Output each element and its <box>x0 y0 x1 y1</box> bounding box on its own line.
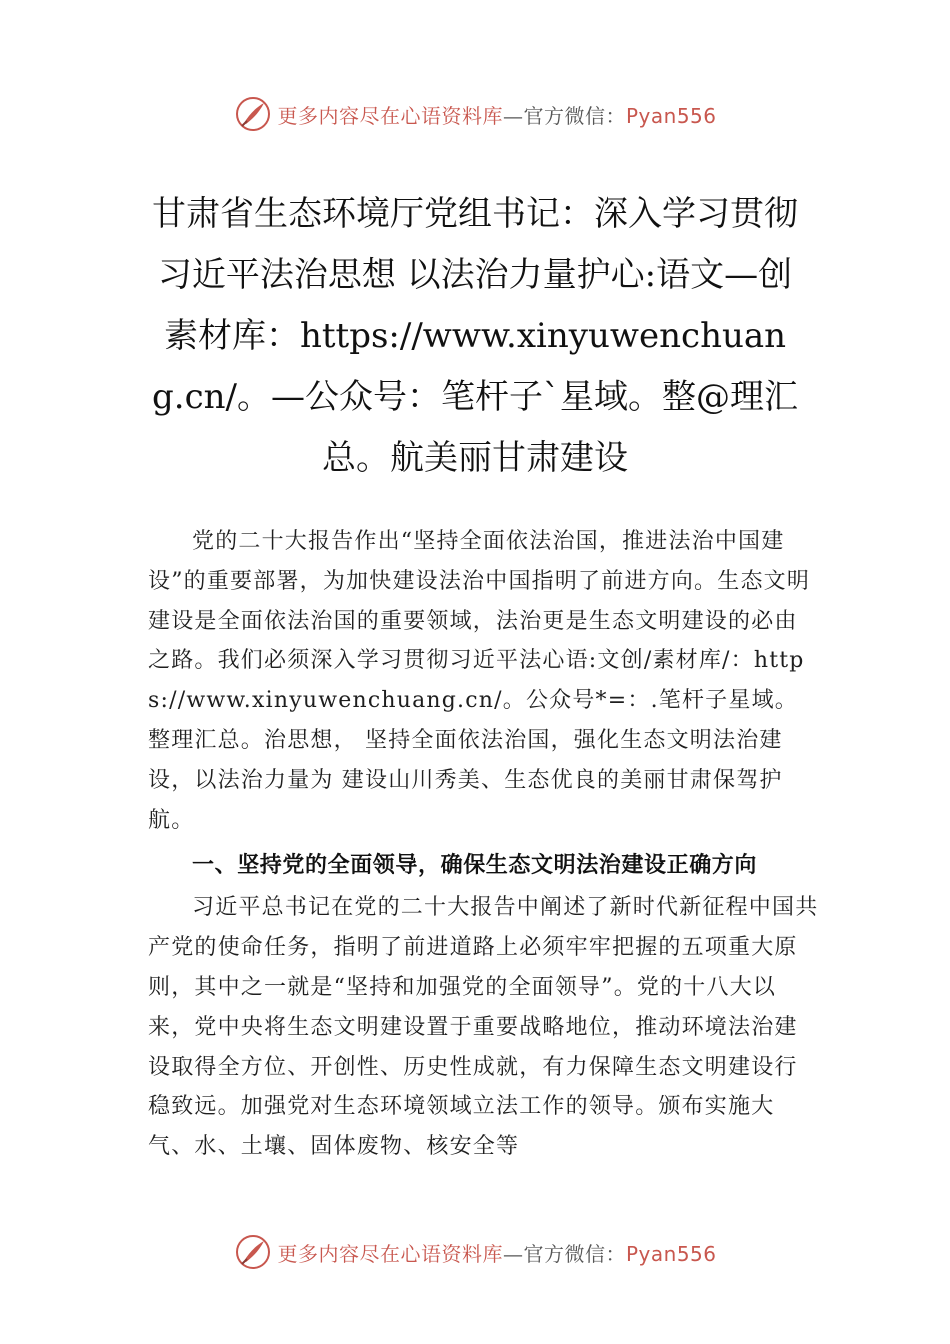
footer-banner <box>0 1230 950 1274</box>
banner-wechat-id: Pyan556 <box>625 103 717 128</box>
quill-pen-logo-icon <box>233 1232 273 1272</box>
banner-main-text: 更多内容尽在心语资料库 <box>277 1241 503 1266</box>
banner-separator: —官方微信： <box>502 1241 626 1266</box>
document-body <box>148 522 820 1167</box>
paragraph-1: 党的二十大报告作出“坚持全面依法治国，推进法治中国建设”的重要部署，为加快建设法治中国指明了前进方向。生态文明建设是全面依法治国的重要领域，法治更是生态文明建设的必由之路。我们必须深入学习贯彻习近平法心语:文创/素材库/：https://www.xinyuwenchuang.cn/。公众号*=：.笔杆子星域。整理汇总。治思想， 坚持全面依法治国，强化生态文明法治建设，以法治力量为 建设山川秀美、生态优良的美丽甘肃保驾护航。 <box>148 529 811 833</box>
header-banner <box>0 92 950 136</box>
banner-main-text: 更多内容尽在心语资料库 <box>277 103 503 128</box>
banner-wechat-id: Pyan556 <box>625 1241 717 1266</box>
banner-separator: —官方微信： <box>502 103 626 128</box>
section-heading-1: 一、坚持党的全面领导，确保生态文明法治建设正确方向 <box>192 853 758 879</box>
document-title: 甘肃省生态环境厅党组书记：深入学习贯彻习近平法治思想 以法治力量护心:语文—创素材库：https://www.xinyuwenchuang.cn/。—公众号：笔杆子`星域。整@理汇总。航美丽甘肃建设 <box>152 194 798 478</box>
quill-pen-logo-icon <box>233 94 273 134</box>
paragraph-2: 习近平总书记在党的二十大报告中阐述了新时代新征程中国共产党的使命任务，指明了前进道路上必须牢牢把握的五项重大原则，其中之一就是“坚持和加强党的全面领导”。党的十八大以来，党中央将生态文明建设置于重要战略地位，推动环境法治建设取得全方位、开创性、历史性成就，有力保障生态文明建设行稳致远。加强党对生态环境领域立法工作的领导。颁布实施大气、水、土壤、固体废物、核安全等 <box>148 895 819 1160</box>
banner-text <box>277 100 716 129</box>
banner-text <box>277 1238 716 1267</box>
